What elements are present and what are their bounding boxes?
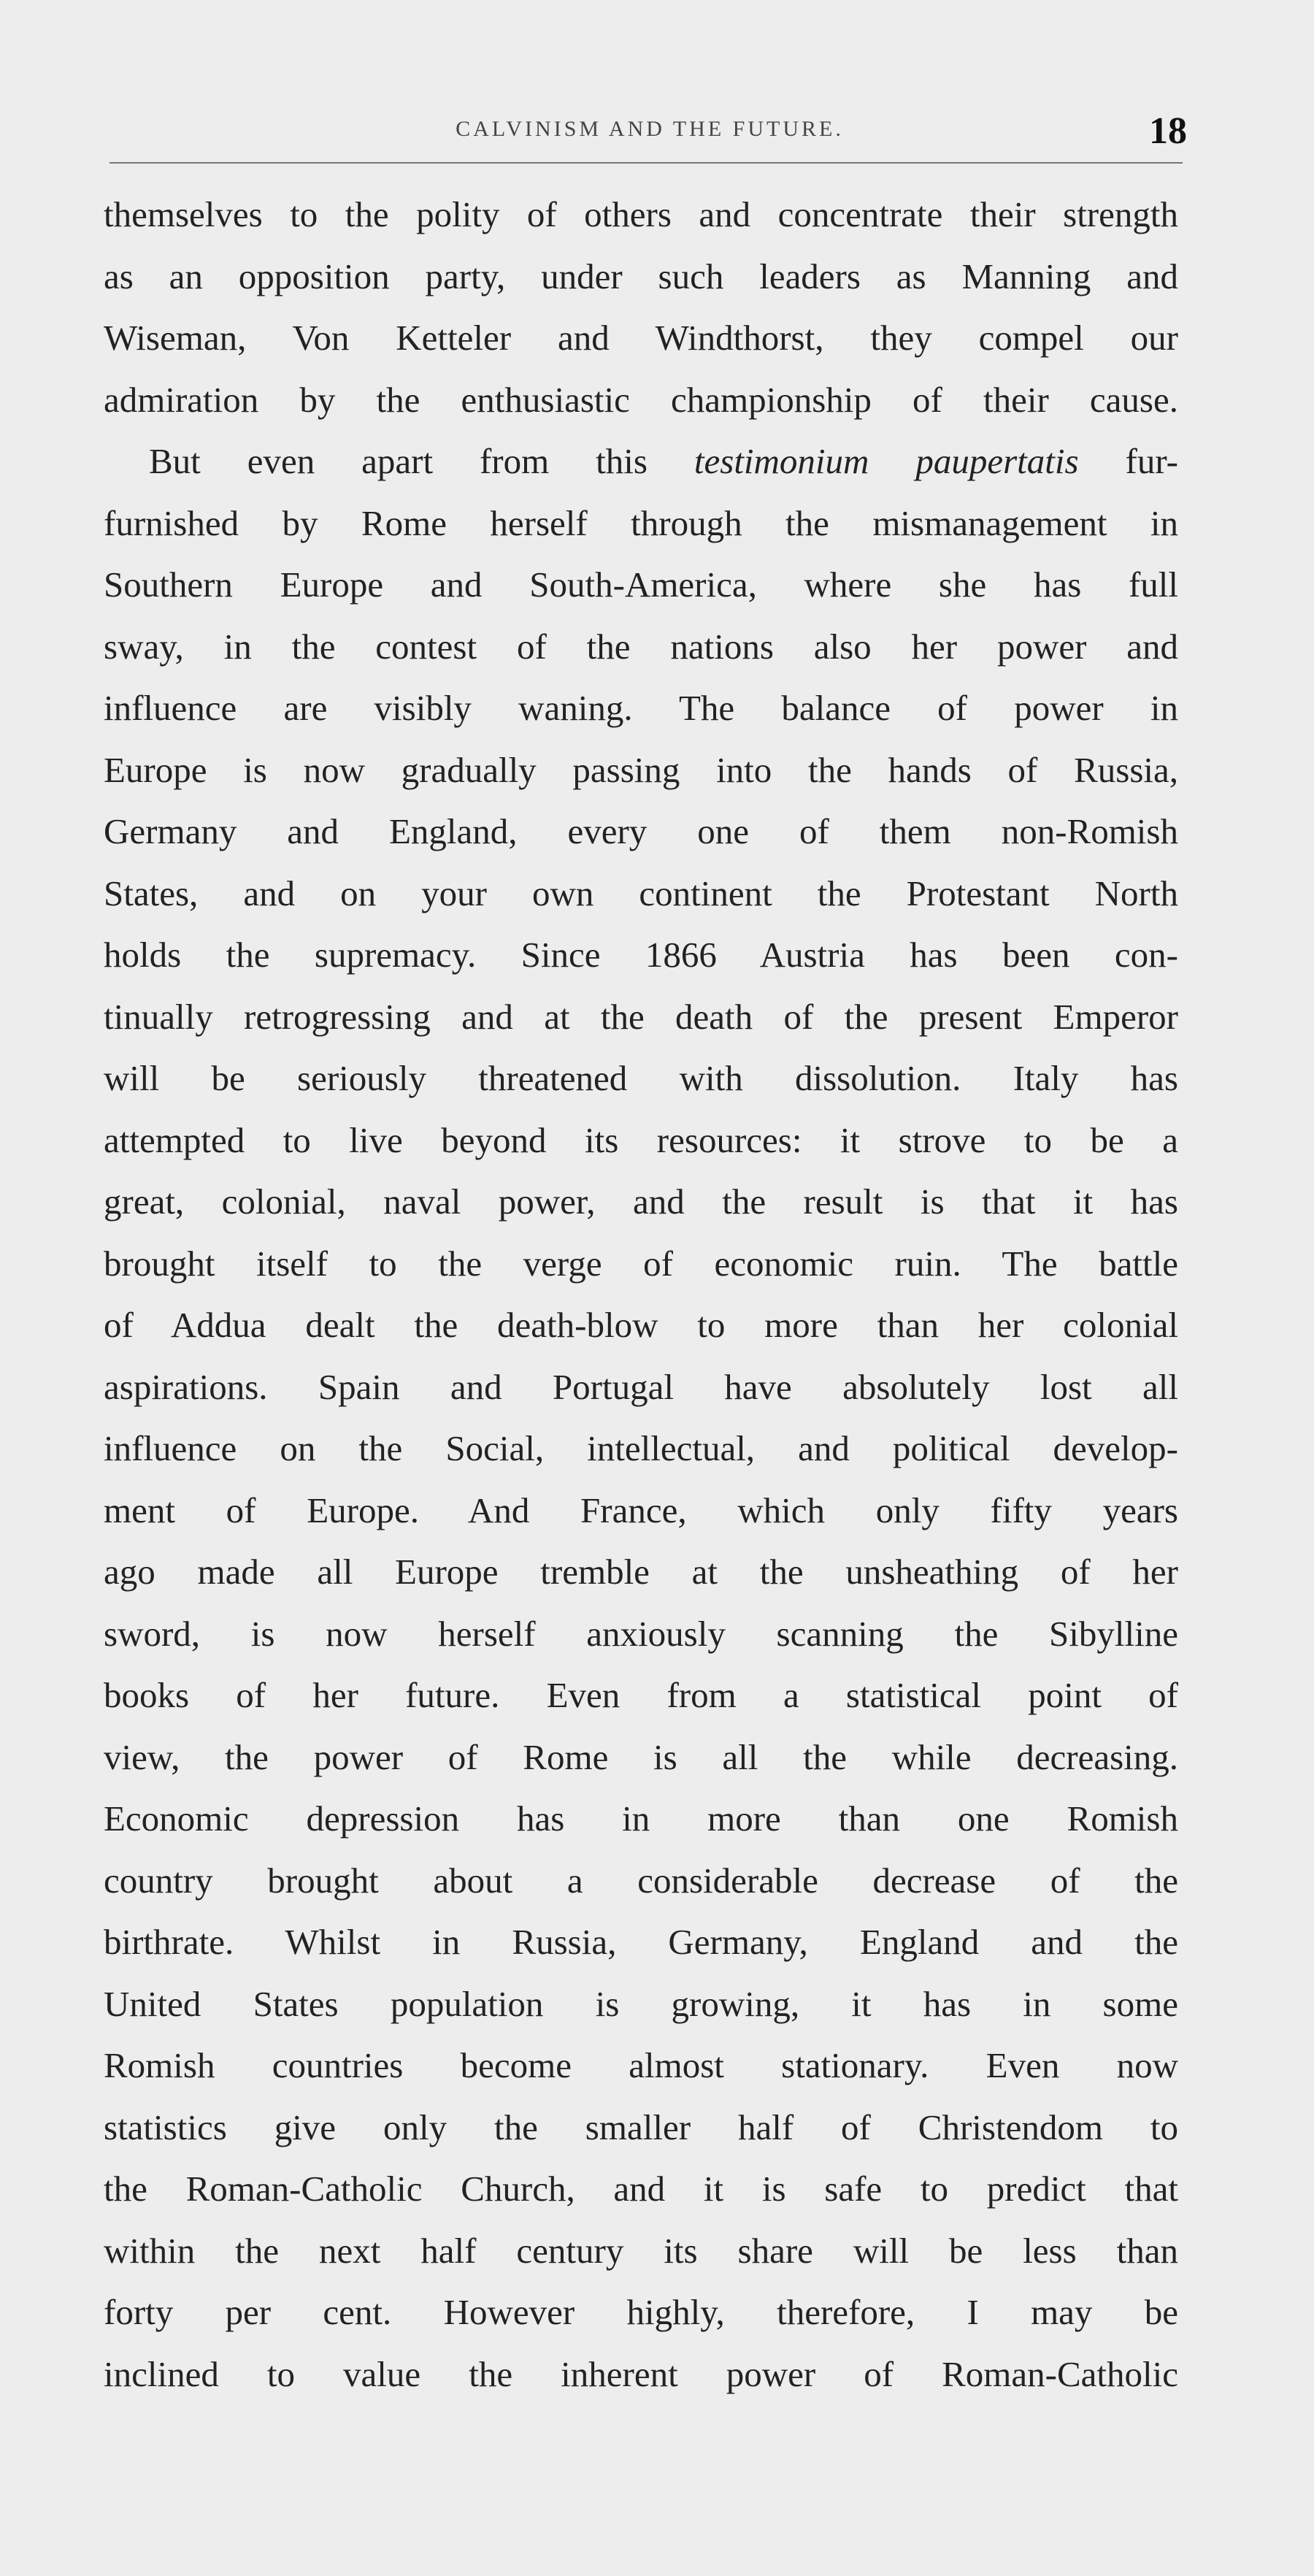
text-line: Europe is now gradually passing into the hands of Russia,	[104, 749, 1178, 790]
text-span: But even apart from this	[149, 441, 694, 481]
latin-phrase: testimonium paupertatis	[694, 441, 1079, 481]
text-line: United States population is growing, it has in some	[104, 1983, 1178, 2024]
text-line: Wiseman, Von Ketteler and Windthorst, they compel our	[104, 318, 1178, 358]
text-line: books of her future. Even from a statistical point of	[104, 1675, 1178, 1715]
text-line: Southern Europe and South-America, where she has full	[104, 564, 1178, 605]
text-line: as an opposition party, under such leaders as Manning and	[104, 256, 1178, 296]
text-line: themselves to the polity of others and concentrate their strength	[104, 194, 1178, 234]
text-line: will be seriously threatened with dissolution. Italy has	[104, 1058, 1178, 1098]
text-line: attempted to live beyond its resources: it strove to be a	[104, 1119, 1178, 1160]
text-line: furnished by Rome herself through the mismanagement in	[104, 502, 1178, 543]
body-text	[104, 184, 1178, 2405]
page-number: 18	[1149, 110, 1187, 152]
text-span: fur-	[1078, 441, 1178, 481]
text-line: of Addua dealt the death-blow to more than her colonial	[104, 1305, 1178, 1345]
text-line: birthrate. Whilst in Russia, Germany, England and the	[104, 1922, 1178, 1962]
text-line: inclined to value the inherent power of Roman-Catholic	[104, 2353, 1178, 2394]
text-line: sword, is now herself anxiously scanning the Sibylline	[104, 1613, 1178, 1654]
text-line: ment of Europe. And France, which only fifty years	[104, 1490, 1178, 1530]
text-line: view, the power of Rome is all the while decreasing.	[104, 1736, 1178, 1777]
text-line: States, and on your own continent the Protestant North	[104, 873, 1178, 913]
text-line: aspirations. Spain and Portugal have absolutely lost all	[104, 1366, 1178, 1407]
paragraph-start-line	[104, 431, 1178, 493]
text-line: Germany and England, every one of them non-Romish	[104, 811, 1178, 851]
text-line: influence are visibly waning. The balance of power in	[104, 688, 1178, 728]
text-line: the Roman-Catholic Church, and it is safe to predict that	[104, 2169, 1178, 2209]
running-head	[110, 110, 1190, 161]
running-title: CALVINISM AND THE FUTURE.	[456, 117, 844, 141]
text-line: tinually retrogressing and at the death of the present Emperor	[104, 996, 1178, 1037]
text-line: forty per cent. However highly, therefore, I may be	[104, 2292, 1178, 2332]
text-line: ago made all Europe tremble at the unsheathing of her	[104, 1552, 1178, 1592]
text-line: sway, in the contest of the nations also her power and	[104, 626, 1178, 667]
header-rule	[110, 162, 1183, 164]
text-line: great, colonial, naval power, and the result is that it has	[104, 1181, 1178, 1222]
text-line: Romish countries become almost stationary. Even now	[104, 2045, 1178, 2085]
text-line: holds the supremacy. Since 1866 Austria has been con-	[104, 935, 1178, 975]
text-line: statistics give only the smaller half of Christendom to	[104, 2107, 1178, 2147]
text-line: Economic depression has in more than one Romish	[104, 1798, 1178, 1839]
text-line: admiration by the enthusiastic championship of their cause.	[104, 379, 1178, 420]
text-line: brought itself to the verge of economic ruin. The battle	[104, 1243, 1178, 1284]
text-line: within the next half century its share will be less than	[104, 2230, 1178, 2271]
text-line: influence on the Social, intellectual, and political develop-	[104, 1428, 1178, 1468]
text-line: country brought about a considerable decrease of the	[104, 1860, 1178, 1901]
